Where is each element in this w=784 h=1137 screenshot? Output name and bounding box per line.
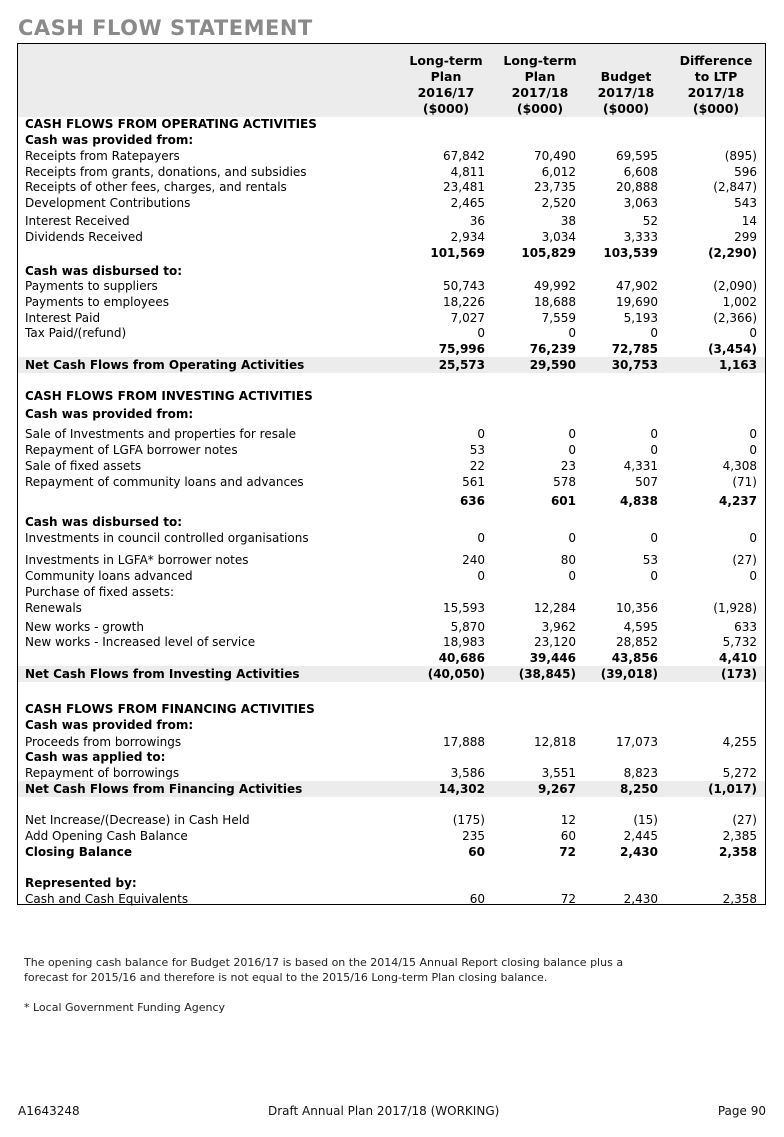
table-row	[18, 229, 765, 245]
row-value: 39,446	[529, 651, 576, 665]
row-value: (40,050)	[427, 667, 485, 681]
table-row	[18, 116, 765, 132]
row-label: Sale of fixed assets	[25, 459, 142, 473]
row-value: 2,520	[541, 196, 576, 210]
row-label: Cash and Cash Equivalents	[25, 892, 189, 906]
row-label: Cash was provided from:	[25, 133, 194, 147]
table-row	[18, 875, 765, 891]
row-value: 60	[468, 845, 485, 859]
row-value: 0	[568, 427, 576, 441]
row-value: 2,358	[722, 892, 757, 906]
row-value: 23,120	[534, 635, 576, 649]
row-label: New works - Increased level of service	[25, 635, 256, 649]
row-value: (895)	[724, 149, 757, 163]
row-value: 3,063	[623, 196, 658, 210]
row-value: 0	[650, 569, 658, 583]
row-label: CASH FLOWS FROM INVESTING ACTIVITIES	[25, 389, 313, 403]
row-value: 76,239	[529, 342, 576, 356]
row-value: 4,308	[722, 459, 757, 473]
row-value: 0	[568, 531, 576, 545]
row-value: 4,410	[719, 651, 757, 665]
row-label: Net Cash Flows from Investing Activities	[25, 667, 300, 681]
row-label: Repayment of community loans and advances	[25, 475, 304, 489]
row-value: 0	[568, 569, 576, 583]
table-row	[18, 294, 765, 310]
row-value: 72	[560, 892, 576, 906]
row-value: (71)	[732, 475, 757, 489]
row-value: 30,753	[611, 358, 658, 372]
row-value: 14,302	[438, 782, 485, 796]
table-row	[18, 341, 765, 357]
table-row	[18, 474, 765, 490]
row-value: 0	[568, 443, 576, 457]
row-label: Repayment of LGFA borrower notes	[25, 443, 238, 457]
row-value: 53	[469, 443, 485, 457]
row-value: 6,608	[623, 165, 658, 179]
row-value: 0	[477, 427, 485, 441]
row-label: Interest Paid	[25, 311, 101, 325]
table-row	[18, 132, 765, 148]
row-label: Renewals	[25, 601, 82, 615]
row-value: 299	[734, 230, 757, 244]
table-row	[18, 458, 765, 474]
row-label: Cash was applied to:	[25, 750, 166, 764]
col-header-ltp-2017: Long-term Plan 2017/18 ($000)	[503, 53, 577, 116]
row-value: 0	[477, 569, 485, 583]
row-value: 0	[477, 326, 485, 340]
row-label: Tax Paid/(refund)	[25, 326, 127, 340]
row-value: (1,017)	[708, 782, 757, 796]
table-row	[18, 245, 765, 261]
table-row	[18, 717, 765, 733]
row-value: 4,255	[722, 735, 757, 749]
row-value: (27)	[732, 553, 757, 567]
table-row	[18, 325, 765, 341]
row-label: New works - growth	[25, 620, 144, 634]
row-value: 2,358	[719, 845, 757, 859]
table-row	[18, 263, 765, 279]
row-value: 50,743	[443, 279, 485, 293]
row-value: 4,331	[623, 459, 658, 473]
row-value: 29,590	[529, 358, 576, 372]
table-row	[18, 278, 765, 294]
table-row	[18, 619, 765, 635]
row-value: (2,090)	[713, 279, 757, 293]
table-row	[18, 179, 765, 195]
row-value: (2,366)	[713, 311, 757, 325]
row-value: (1,928)	[713, 601, 757, 615]
row-label: Payments to employees	[25, 295, 169, 309]
table-row	[18, 844, 765, 860]
table-row	[18, 426, 765, 442]
row-value: 0	[749, 569, 757, 583]
row-value: 70,490	[534, 149, 576, 163]
row-value: 4,595	[623, 620, 658, 634]
row-label: Net Increase/(Decrease) in Cash Held	[25, 813, 250, 827]
row-value: 633	[734, 620, 757, 634]
row-value: (173)	[720, 667, 757, 681]
table-row	[18, 514, 765, 530]
table-row	[18, 310, 765, 326]
row-value: 0	[650, 427, 658, 441]
row-label: CASH FLOWS FROM FINANCING ACTIVITIES	[25, 702, 315, 716]
row-value: 23	[560, 459, 576, 473]
row-label: Interest Received	[25, 214, 130, 228]
row-value: 72	[559, 845, 576, 859]
row-value: 0	[749, 531, 757, 545]
row-value: 0	[650, 326, 658, 340]
row-value: 4,811	[450, 165, 485, 179]
row-value: 20,888	[616, 180, 658, 194]
row-value: 7,559	[541, 311, 576, 325]
row-value: 18,688	[534, 295, 576, 309]
row-value: 543	[734, 196, 757, 210]
row-value: 18,226	[443, 295, 485, 309]
row-value: 561	[462, 475, 485, 489]
row-label: Proceeds from borrowings	[25, 735, 182, 749]
row-value: 47,902	[616, 279, 658, 293]
row-label: Payments to suppliers	[25, 279, 158, 293]
table-row	[18, 148, 765, 164]
row-value: 0	[650, 443, 658, 457]
col-header-ltp-2016: Long-term Plan 2016/17 ($000)	[409, 53, 483, 116]
row-value: 2,430	[623, 892, 658, 906]
row-value: 12	[560, 813, 576, 827]
row-value: (2,847)	[713, 180, 757, 194]
row-value: 52	[642, 214, 658, 228]
row-label: Dividends Received	[25, 230, 143, 244]
row-value: 53	[642, 553, 658, 567]
row-label: Investments in LGFA* borrower notes	[25, 553, 249, 567]
col-header-difference: Difference to LTP 2017/18 ($000)	[679, 53, 753, 116]
row-value: 1,163	[719, 358, 757, 372]
row-value: 240	[462, 553, 485, 567]
subtotal-row	[18, 666, 765, 682]
row-value: 0	[749, 326, 757, 340]
table-row	[18, 650, 765, 666]
row-value: (27)	[732, 813, 757, 827]
row-value: (175)	[452, 813, 485, 827]
row-value: 2,445	[623, 829, 658, 843]
row-value: (39,018)	[600, 667, 658, 681]
row-value: (15)	[633, 813, 658, 827]
table-header	[18, 44, 765, 117]
row-label: Purchase of fixed assets:	[25, 585, 175, 599]
table-row	[18, 406, 765, 422]
table-row	[18, 765, 765, 781]
row-label: Cash was provided from:	[25, 407, 194, 421]
row-value: 8,823	[623, 766, 658, 780]
row-value: 69,595	[616, 149, 658, 163]
row-value: 4,838	[620, 494, 658, 508]
table-row	[18, 552, 765, 568]
table-row	[18, 388, 765, 404]
footnote: * Local Government Funding Agency	[24, 1001, 226, 1014]
row-label: Repayment of borrowings	[25, 766, 180, 780]
row-value: 5,193	[623, 311, 658, 325]
row-value: 601	[550, 494, 576, 508]
row-value: 14	[741, 214, 757, 228]
row-value: 507	[635, 475, 658, 489]
row-value: 72,785	[611, 342, 658, 356]
row-value: 101,569	[430, 246, 485, 260]
row-value: 36	[469, 214, 485, 228]
opening-balance-note: The opening cash balance for Budget 2016/17 is based on the 2014/15 Annual Report closing balance plus a forecast for 2015/16 and therefore is not equal to the 2015/16 Long-term Plan closing balance.	[24, 956, 624, 984]
row-value: 75,996	[438, 342, 485, 356]
subtotal-row	[18, 781, 765, 797]
row-label: Receipts of other fees, charges, and rentals	[25, 180, 287, 194]
row-label: Add Opening Cash Balance	[25, 829, 188, 843]
row-value: 1,002	[722, 295, 757, 309]
table-row	[18, 701, 765, 717]
row-value: 12,818	[534, 735, 576, 749]
row-value: (38,845)	[518, 667, 576, 681]
row-label: Community loans advanced	[25, 569, 193, 583]
row-value: 0	[749, 427, 757, 441]
row-value: 40,686	[438, 651, 485, 665]
row-label: Net Cash Flows from Financing Activities	[25, 782, 303, 796]
row-value: 8,250	[620, 782, 658, 796]
row-label: Investments in council controlled organisations	[25, 531, 309, 545]
row-value: 636	[459, 494, 485, 508]
row-value: (3,454)	[708, 342, 757, 356]
row-value: 9,267	[538, 782, 576, 796]
table-row	[18, 749, 765, 765]
row-value: 23,481	[443, 180, 485, 194]
row-value: 0	[650, 531, 658, 545]
table-row	[18, 812, 765, 828]
row-value: 2,385	[722, 829, 757, 843]
col-header-budget-2017: Budget 2017/18 ($000)	[597, 69, 655, 116]
row-value: 10,356	[616, 601, 658, 615]
table-row	[18, 828, 765, 844]
row-value: 15,593	[443, 601, 485, 615]
row-value: 7,027	[450, 311, 485, 325]
row-value: 596	[734, 165, 757, 179]
table-row	[18, 600, 765, 616]
row-value: 60	[560, 829, 576, 843]
row-value: 5,272	[722, 766, 757, 780]
row-value: 3,586	[450, 766, 485, 780]
row-label: Sale of Investments and properties for resale	[25, 427, 297, 441]
row-value: 38	[560, 214, 576, 228]
row-value: 4,237	[719, 494, 757, 508]
table-row	[18, 213, 765, 229]
row-label: Cash was provided from:	[25, 718, 194, 732]
row-value: 3,333	[623, 230, 658, 244]
table-row	[18, 634, 765, 650]
row-value: 2,465	[450, 196, 485, 210]
row-value: 103,539	[603, 246, 658, 260]
row-value: 3,962	[541, 620, 576, 634]
row-value: 18,983	[443, 635, 485, 649]
row-value: 5,732	[722, 635, 757, 649]
table-row	[18, 493, 765, 509]
row-label: Cash was disbursed to:	[25, 264, 182, 278]
row-value: 2,934	[450, 230, 485, 244]
table-row	[18, 568, 765, 584]
row-value: 5,870	[450, 620, 485, 634]
row-value: 49,992	[534, 279, 576, 293]
row-value: 22	[469, 459, 485, 473]
page-title: CASH FLOW STATEMENT	[18, 16, 313, 40]
row-value: 105,829	[521, 246, 576, 260]
table-row	[18, 530, 765, 546]
row-value: 67,842	[443, 149, 485, 163]
row-value: 12,284	[534, 601, 576, 615]
row-value: 60	[469, 892, 485, 906]
row-value: 3,034	[541, 230, 576, 244]
table-row	[18, 891, 765, 907]
table-row	[18, 164, 765, 180]
row-label: Receipts from grants, donations, and subsidies	[25, 165, 307, 179]
row-label: Receipts from Ratepayers	[25, 149, 180, 163]
row-label: Development Contributions	[25, 196, 191, 210]
table-row	[18, 442, 765, 458]
row-label: Cash was disbursed to:	[25, 515, 182, 529]
row-label: Net Cash Flows from Operating Activities	[25, 358, 305, 372]
row-value: 43,856	[611, 651, 658, 665]
row-value: 2,430	[620, 845, 658, 859]
table-row	[18, 584, 765, 600]
row-value: 17,073	[616, 735, 658, 749]
row-label: CASH FLOWS FROM OPERATING ACTIVITIES	[25, 117, 317, 131]
row-value: 0	[477, 531, 485, 545]
cash-flow-table	[17, 43, 766, 905]
footer-doc-id: A1643248	[18, 1104, 80, 1118]
row-value: 23,735	[534, 180, 576, 194]
row-label: Represented by:	[25, 876, 137, 890]
row-value: 3,551	[541, 766, 576, 780]
row-value: 578	[553, 475, 576, 489]
row-label: Closing Balance	[25, 845, 132, 859]
row-value: 28,852	[616, 635, 658, 649]
table-row	[18, 195, 765, 211]
row-value: 19,690	[616, 295, 658, 309]
row-value: 80	[560, 553, 576, 567]
row-value: 235	[462, 829, 485, 843]
subtotal-row	[18, 357, 765, 373]
row-value: 25,573	[438, 358, 485, 372]
row-value: 0	[568, 326, 576, 340]
row-value: 6,012	[541, 165, 576, 179]
row-value: 17,888	[443, 735, 485, 749]
row-value: 0	[749, 443, 757, 457]
footer-page-number: Page 90	[717, 1104, 766, 1118]
row-value: (2,290)	[708, 246, 757, 260]
footer-doc-title: Draft Annual Plan 2017/18 (WORKING)	[268, 1104, 500, 1118]
table-row	[18, 734, 765, 750]
